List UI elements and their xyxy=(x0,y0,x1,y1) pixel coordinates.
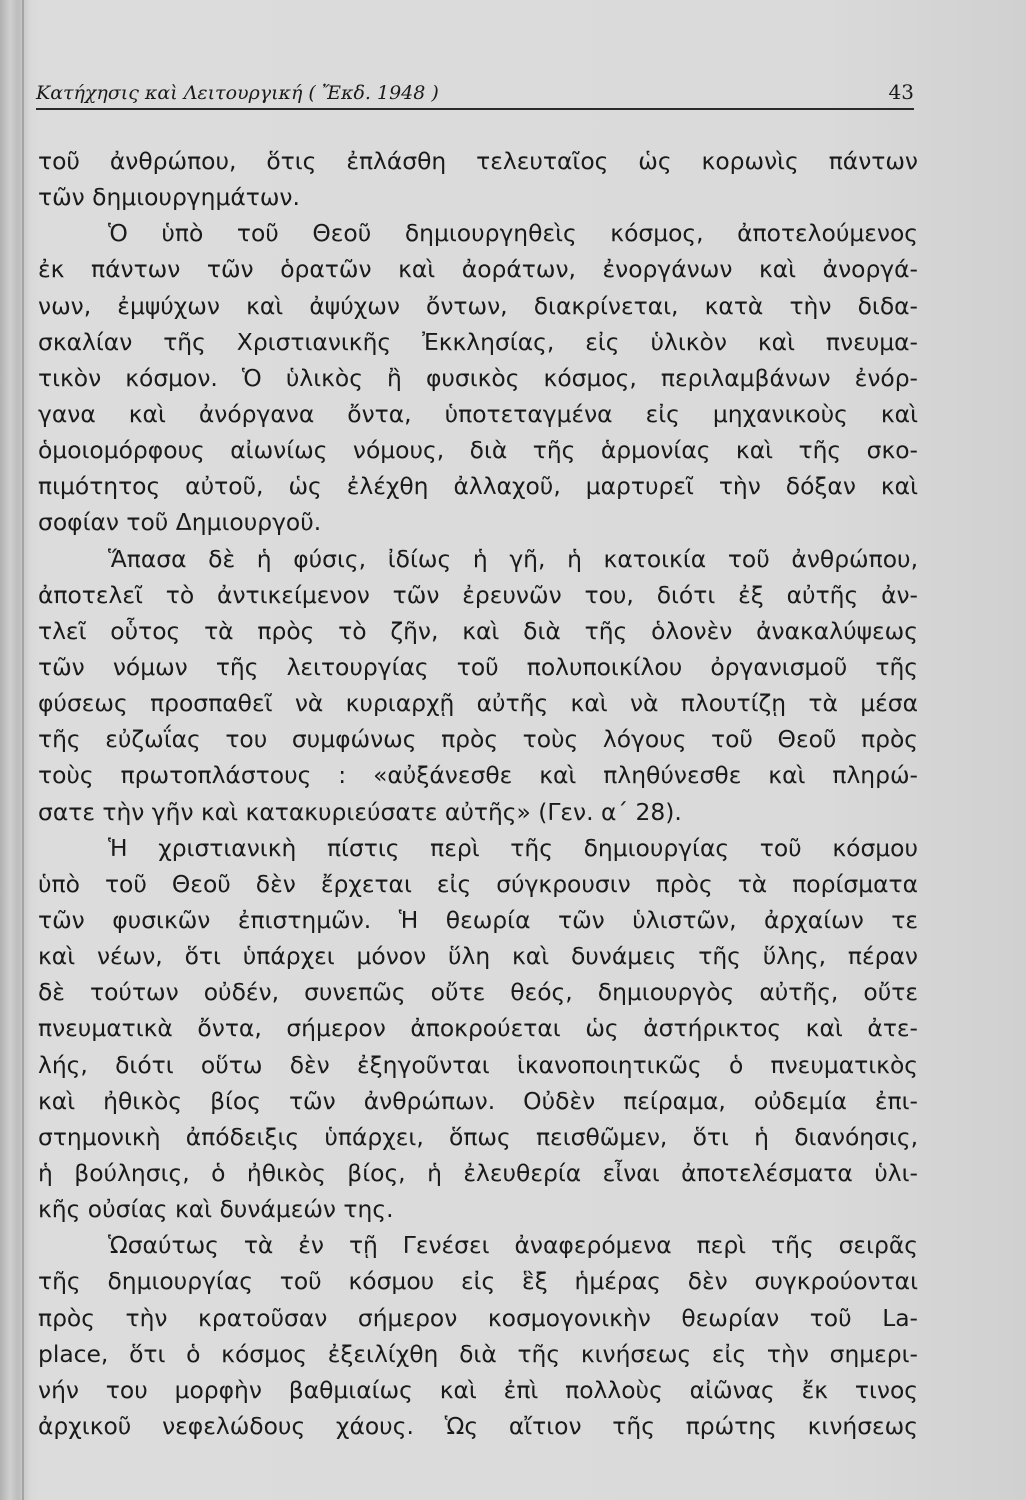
text-line: τῆς δημιουργίας τοῦ κόσμου εἰς ἓξ ἡμέρας δὲν συγκρούονται xyxy=(38,1267,918,1296)
text-line: ἐκ πάντων τῶν ὁρατῶν καὶ ἀοράτων, ἐνοργάνων καὶ ἀνοργά- xyxy=(38,255,918,284)
text-line: νων, ἐμψύχων καὶ ἀψύχων ὄντων, διακρίνεται, κατὰ τὴν διδα- xyxy=(38,291,918,320)
text-line: καὶ ἠθικὸς βίος τῶν ἀνθρώπων. Οὐδὲν πείραμα, οὐδεμία ἐπι- xyxy=(38,1086,918,1115)
text-line: πρὸς τὴν κρατοῦσαν σήμερον κοσμογονικὴν θεωρίαν τοῦ La- xyxy=(38,1303,918,1332)
text-line: τῶν δημιουργημάτων. xyxy=(38,183,300,212)
text-line: λής, διότι οὕτω δὲν ἐξηγοῦνται ἱκανοποιητικῶς ὁ πνευματικὸς xyxy=(38,1050,918,1079)
text-line: σκαλίαν τῆς Χριστιανικῆς Ἐκκλησίας, εἰς ὑλικὸν καὶ πνευμα- xyxy=(38,327,918,356)
running-head xyxy=(36,74,914,110)
text-line: κῆς οὐσίας καὶ δυνάμεών της. xyxy=(38,1195,394,1224)
text-line: place, ὅτι ὁ κόσμος ἐξειλίχθη διὰ τῆς κινήσεως εἰς τὴν σημερι- xyxy=(38,1339,918,1368)
text-line: τῶν νόμων τῆς λειτουργίας τοῦ πολυποικίλου ὀργανισμοῦ τῆς xyxy=(38,652,918,681)
body-text xyxy=(38,143,918,1444)
text-line: πνευματικὰ ὄντα, σήμερον ἀποκρούεται ὡς ἀστήρικτος καὶ ἀτε- xyxy=(38,1014,918,1043)
text-line: πιμότητος αὐτοῦ, ὡς ἐλέχθη ἀλλαχοῦ, μαρτυρεῖ τὴν δόξαν καὶ xyxy=(38,472,918,501)
text-line: γανα καὶ ἀνόργανα ὄντα, ὑποτεταγμένα εἰς μηχανικοὺς καὶ xyxy=(38,399,918,428)
text-line: Ἅπασα δὲ ἡ φύσις, ἰδίως ἡ γῆ, ἡ κατοικία τοῦ ἀνθρώπου, xyxy=(108,544,918,573)
text-line: σοφίαν τοῦ Δημιουργοῦ. xyxy=(38,508,322,537)
running-head-title: Κατήχησις καὶ Λειτουργική ( Ἔκδ. 1948 ) xyxy=(36,82,439,104)
text-line: τοὺς πρωτοπλάστους : «αὐξάνεσθε καὶ πληθύνεσθε καὶ πληρώ- xyxy=(38,761,918,790)
page-number: 43 xyxy=(888,80,914,104)
text-line: τικὸν κόσμον. Ὁ ὑλικὸς ἢ φυσικὸς κόσμος, περιλαμβάνων ἐνόρ- xyxy=(38,363,918,392)
text-line: ὑπὸ τοῦ Θεοῦ δὲν ἔρχεται εἰς σύγκρουσιν πρὸς τὰ πορίσματα xyxy=(38,869,918,898)
text-line: Ἡ χριστιανικὴ πίστις περὶ τῆς δημιουργίας τοῦ κόσμου xyxy=(108,833,918,862)
book-gutter xyxy=(0,0,30,1500)
text-line: ὁμοιομόρφους αἰωνίως νόμους, διὰ τῆς ἁρμονίας καὶ τῆς σκο- xyxy=(38,436,918,465)
text-line: Ὁ ὑπὸ τοῦ Θεοῦ δημιουργηθεὶς κόσμος, ἀποτελούμενος xyxy=(108,219,918,248)
gutter-rule xyxy=(22,0,24,1500)
text-line: φύσεως προσπαθεῖ νὰ κυριαρχῇ αὐτῆς καὶ νὰ πλουτίζῃ τὰ μέσα xyxy=(38,689,918,718)
text-line: ἀρχικοῦ νεφελώδους χάους. Ὡς αἴτιον τῆς πρώτης κινήσεως xyxy=(38,1411,918,1440)
text-line: νήν του μορφὴν βαθμιαίως καὶ ἐπὶ πολλοὺς αἰῶνας ἔκ τινος xyxy=(38,1375,918,1404)
text-line: καὶ νέων, ὅτι ὑπάρχει μόνον ὕλη καὶ δυνάμεις τῆς ὕλης, πέραν xyxy=(38,942,918,971)
text-line: τλεῖ οὗτος τὰ πρὸς τὸ ζῆν, καὶ διὰ τῆς ὁλονὲν ἀνακαλύψεως xyxy=(38,616,918,645)
text-line: Ὡσαύτως τὰ ἐν τῇ Γενέσει ἀναφερόμενα περὶ τῆς σειρᾶς xyxy=(108,1231,918,1260)
text-line: τοῦ ἀνθρώπου, ὅτις ἐπλάσθη τελευταῖος ὡς κορωνὶς πάντων xyxy=(38,147,918,175)
text-line: δὲ τούτων οὐδέν, συνεπῶς οὔτε θεός, δημιουργὸς αὐτῆς, οὔτε xyxy=(38,978,918,1007)
text-line: τῶν φυσικῶν ἐπιστημῶν. Ἡ θεωρία τῶν ὑλιστῶν, ἀρχαίων τε xyxy=(38,905,918,934)
text-line: ἀποτελεῖ τὸ ἀντικείμενον τῶν ἐρευνῶν του, διότι ἐξ αὐτῆς ἀν- xyxy=(38,580,918,609)
text-line: σατε τὴν γῆν καὶ κατακυριεύσατε αὐτῆς» (Γεν. α΄ 28). xyxy=(38,797,682,826)
text-line: ἡ βούλησις, ὁ ἠθικὸς βίος, ἡ ἐλευθερία εἶναι ἀποτελέσματα ὑλι- xyxy=(38,1158,918,1187)
text-line: στημονικὴ ἀπόδειξις ὑπάρχει, ὅπως πεισθῶμεν, ὅτι ἡ διανόησις, xyxy=(38,1122,918,1151)
text-line: τῆς εὐζωΐας του συμφώνως πρὸς τοὺς λόγους τοῦ Θεοῦ πρὸς xyxy=(38,725,918,754)
